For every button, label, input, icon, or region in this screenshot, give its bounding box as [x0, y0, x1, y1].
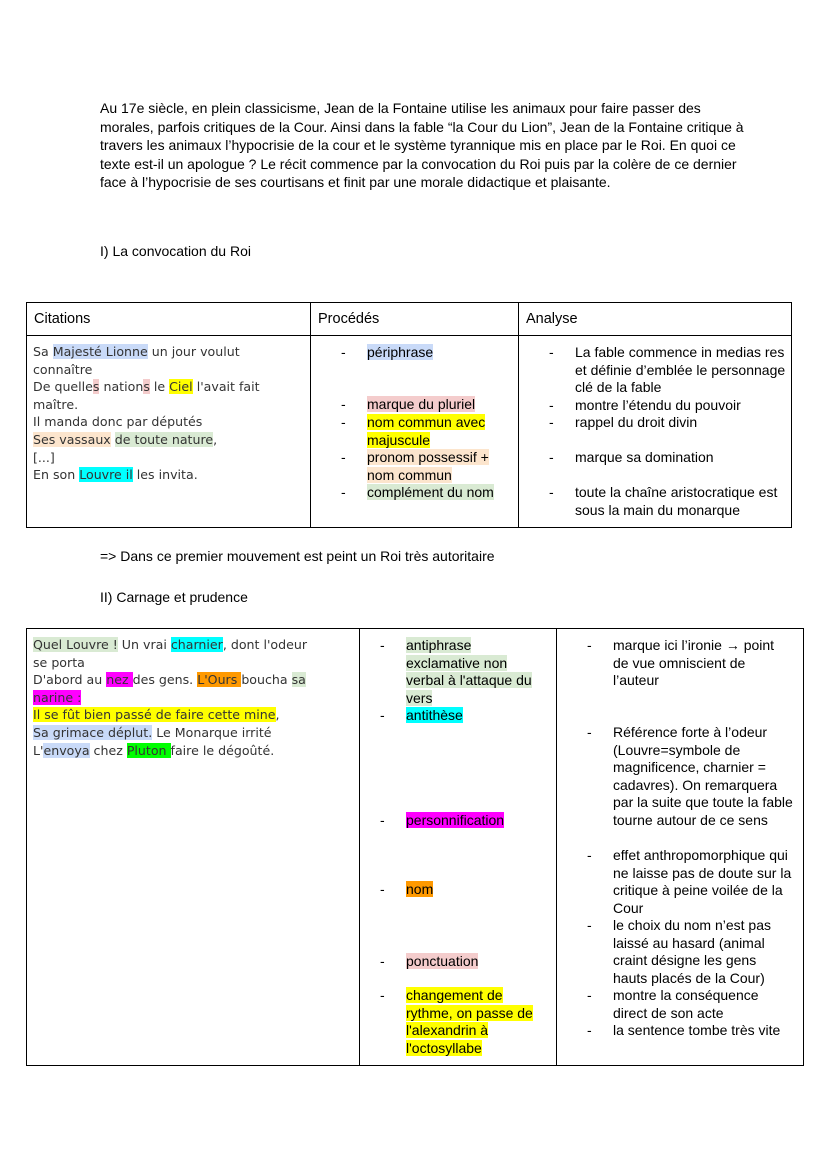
- bullet-dash: -: [380, 637, 385, 653]
- item-text: [613, 724, 793, 830]
- citation-line: [33, 466, 304, 484]
- bullet-dash: -: [587, 637, 592, 653]
- analyse-item: [587, 637, 793, 690]
- item-text: [406, 881, 546, 899]
- highlighted-text: Quel Louvre !: [33, 637, 118, 652]
- bullet-dash: -: [341, 484, 346, 500]
- item-text: [406, 637, 546, 707]
- analysis-table-1: [26, 302, 792, 528]
- intro-paragraph: Au 17e siècle, en plein classicisme, Jean de la Fontaine utilise les animaux pour faire passer des morales, parfois critiques de la Cour. Ainsi dans la fable “la Cour du Lion”, Jean de la Fontaine critique à travers les animaux l’hypocrisie de la cour et le système tyrannique mis en place par le Roi. En quoi ce texte est-il un apologue ? Le récit commence par la convocation du Roi puis par la colère de ce dernier face à l’hypocrisie de ses courtisans et finit par une morale didactique et plaisante.: [100, 100, 744, 191]
- item-label: effet anthropomorphique qui ne laisse pas de doute sur la critique à peine voilée de la Cour: [613, 847, 792, 916]
- item-label: complément du nom: [367, 484, 494, 500]
- bullet-dash: -: [380, 953, 385, 969]
- procede-item: [380, 637, 546, 707]
- header-procedes: Procédés: [311, 303, 519, 336]
- procedes-cell: [360, 629, 557, 1066]
- item-text: [406, 812, 546, 830]
- bullet-dash: -: [380, 812, 385, 828]
- procede-item: [341, 484, 517, 502]
- analyse-item: [587, 1022, 793, 1040]
- item-label: toute la chaîne aristocratique est sous la main du monarque: [575, 484, 778, 518]
- citation-line: [33, 361, 304, 379]
- citation-text: L': [33, 742, 44, 758]
- item-text: [575, 397, 790, 415]
- highlighted-text: L'Ours: [197, 672, 242, 688]
- highlighted-text: s: [92, 379, 100, 395]
- procedes-cell: [311, 336, 519, 528]
- citation-text: l'avait fait: [192, 379, 260, 395]
- procede-item: [380, 812, 546, 830]
- analyse-item: [549, 344, 790, 397]
- bullet-dash: -: [587, 987, 592, 1003]
- highlighted-text: Ciel: [169, 379, 193, 395]
- item-label: antiphrase exclamative non verbal à l'attaque du vers: [406, 637, 532, 706]
- citation-line: [33, 654, 353, 672]
- bullet-dash: -: [341, 396, 346, 412]
- analyse-item: [587, 724, 793, 830]
- highlighted-text: Pluton: [126, 742, 171, 758]
- item-label: montre la conséquence direct de son acte: [613, 987, 759, 1021]
- bullet-dash: -: [549, 449, 554, 465]
- citation-text: boucha: [241, 672, 292, 688]
- citation-line: [33, 706, 353, 724]
- citation-text: , dont l'odeur: [222, 637, 308, 652]
- bullet-dash: -: [341, 344, 346, 360]
- highlighted-text: de toute nature: [114, 431, 214, 447]
- bullet-dash: -: [587, 847, 592, 863]
- citation-line: [33, 671, 353, 689]
- item-label: marque ici l’ironie → point de vue omniscient de l’auteur: [613, 637, 775, 689]
- citation-line: [33, 689, 353, 707]
- section-heading-2: II) Carnage et prudence: [100, 589, 248, 605]
- citation-text: maître.: [33, 396, 79, 412]
- analyse-item: [549, 397, 790, 415]
- item-text: [406, 953, 546, 971]
- citations-cell: [27, 336, 311, 528]
- analyse-cell: [519, 336, 792, 528]
- bullet-dash: -: [549, 414, 554, 430]
- header-analyse: Analyse: [519, 303, 792, 336]
- item-label: nom commun avec majuscule: [367, 414, 486, 448]
- item-text: [367, 449, 517, 484]
- bullet-dash: -: [587, 1022, 592, 1038]
- procede-item: [380, 953, 546, 971]
- citation-line: [33, 724, 353, 742]
- citation-text: [...]: [33, 449, 55, 465]
- citation-text: D'abord au: [33, 672, 107, 688]
- highlighted-text: sa: [291, 672, 306, 688]
- bullet-dash: -: [549, 397, 554, 413]
- item-label: Référence forte à l’odeur (Louvre=symbole de magnificence, charnier = cadavres). On remarquera par la suite que toute la fable tourne autour de ce sens: [613, 724, 793, 828]
- citation-line: [33, 396, 304, 414]
- analyse-item: [549, 484, 790, 519]
- citation-text: Il manda donc par députés: [33, 414, 203, 430]
- analyse-item: [587, 987, 793, 1022]
- bullet-dash: -: [549, 484, 554, 500]
- item-text: [613, 637, 793, 690]
- citation-text: faire le dégoûté.: [170, 742, 275, 758]
- item-text: [575, 449, 790, 467]
- item-text: [613, 1022, 793, 1040]
- citation-line: [33, 378, 304, 396]
- item-text: [406, 707, 546, 725]
- item-text: [367, 484, 517, 502]
- citation-text: se porta: [33, 654, 85, 670]
- item-label: marque sa domination: [575, 449, 714, 465]
- highlighted-text: Louvre il: [79, 467, 133, 483]
- citation-text: connaître: [33, 361, 93, 377]
- procede-item: [380, 881, 546, 899]
- item-text: [575, 344, 790, 397]
- citation-line: [33, 636, 353, 654]
- citation-line: [33, 343, 304, 361]
- conclusion-line: => Dans ce premier mouvement est peint un Roi très autoritaire: [100, 548, 495, 564]
- item-text: [367, 396, 517, 414]
- item-text: [575, 484, 790, 519]
- procede-item: [380, 707, 546, 725]
- citation-text: ,: [213, 431, 218, 447]
- analyse-item: [549, 449, 790, 467]
- procede-item: [380, 987, 546, 1057]
- citation-text: un jour voulut: [147, 344, 240, 359]
- citation-text: Le Monarque irrité: [152, 724, 272, 740]
- citation-text: le: [149, 379, 170, 395]
- item-text: [406, 987, 546, 1057]
- bullet-dash: -: [587, 917, 592, 933]
- citation-text: En son: [33, 467, 80, 483]
- highlighted-text: Il se fût bien passé de faire cette mine: [33, 707, 276, 723]
- item-label: personnification: [406, 812, 505, 828]
- procede-item: [341, 344, 517, 362]
- item-label: la sentence tombe très vite: [613, 1022, 781, 1038]
- bullet-dash: -: [587, 724, 592, 740]
- item-label: nom: [406, 881, 434, 897]
- citation-text: nation: [99, 379, 144, 395]
- highlighted-text: Majesté Lionne: [52, 344, 148, 359]
- item-label: montre l’étendu du pouvoir: [575, 397, 741, 413]
- bullet-dash: -: [380, 881, 385, 897]
- analyse-item: [587, 847, 793, 917]
- procede-item: [341, 449, 517, 484]
- highlighted-text: Ses vassaux: [33, 431, 111, 447]
- item-label: changement de rythme, on passe de l'alexandrin à l'octosyllabe: [406, 987, 533, 1056]
- item-label: antithèse: [406, 707, 463, 723]
- citation-text: des gens.: [132, 672, 198, 688]
- procede-item: [341, 414, 517, 449]
- citation-text: De quelle: [33, 379, 93, 395]
- highlighted-text: s: [143, 379, 150, 395]
- item-text: [613, 847, 793, 917]
- highlighted-text: charnier: [170, 637, 223, 652]
- citation-text: chez: [89, 742, 127, 758]
- procede-item: [341, 396, 517, 414]
- bullet-dash: -: [549, 344, 554, 360]
- section-heading-1: I) La convocation du Roi: [100, 243, 251, 259]
- item-text: [613, 987, 793, 1022]
- analyse-item: [549, 414, 790, 432]
- item-label: périphrase: [367, 344, 434, 360]
- bullet-dash: -: [341, 414, 346, 430]
- highlighted-text: Sa grimace déplut.: [33, 724, 153, 740]
- item-label: pronom possessif + nom commun: [367, 449, 489, 483]
- item-text: [575, 414, 790, 432]
- citation-line: [33, 413, 304, 431]
- citation-text: Sa: [33, 344, 53, 359]
- item-text: [367, 414, 517, 449]
- item-label: le choix du nom n’est pas laissé au hasard (animal craint désigne les gens hauts placés de la Cour): [613, 917, 771, 986]
- analyse-item: [587, 917, 793, 987]
- highlighted-text: nez: [106, 672, 133, 688]
- highlighted-text: envoya: [43, 742, 90, 758]
- analyse-cell: [557, 629, 804, 1066]
- bullet-dash: -: [341, 449, 346, 465]
- item-text: [367, 344, 517, 362]
- item-label: La fable commence in medias res et définie d’emblée le personnage clé de la fable: [575, 344, 786, 396]
- citations-cell: [27, 629, 360, 1066]
- citation-line: [33, 431, 304, 449]
- highlighted-text: narine :: [33, 689, 82, 705]
- citation-line: [33, 742, 353, 760]
- item-label: rappel du droit divin: [575, 414, 698, 430]
- citation-text: les invita.: [132, 467, 198, 483]
- citation-text: ,: [275, 707, 280, 723]
- analysis-table-2: [26, 628, 804, 1066]
- header-citations: Citations: [27, 303, 311, 336]
- citation-line: [33, 449, 304, 467]
- item-label: marque du pluriel: [367, 396, 476, 412]
- citation-text: Un vrai: [117, 637, 171, 652]
- item-label: ponctuation: [406, 953, 479, 969]
- bullet-dash: -: [380, 707, 385, 723]
- bullet-dash: -: [380, 987, 385, 1003]
- item-text: [613, 917, 793, 987]
